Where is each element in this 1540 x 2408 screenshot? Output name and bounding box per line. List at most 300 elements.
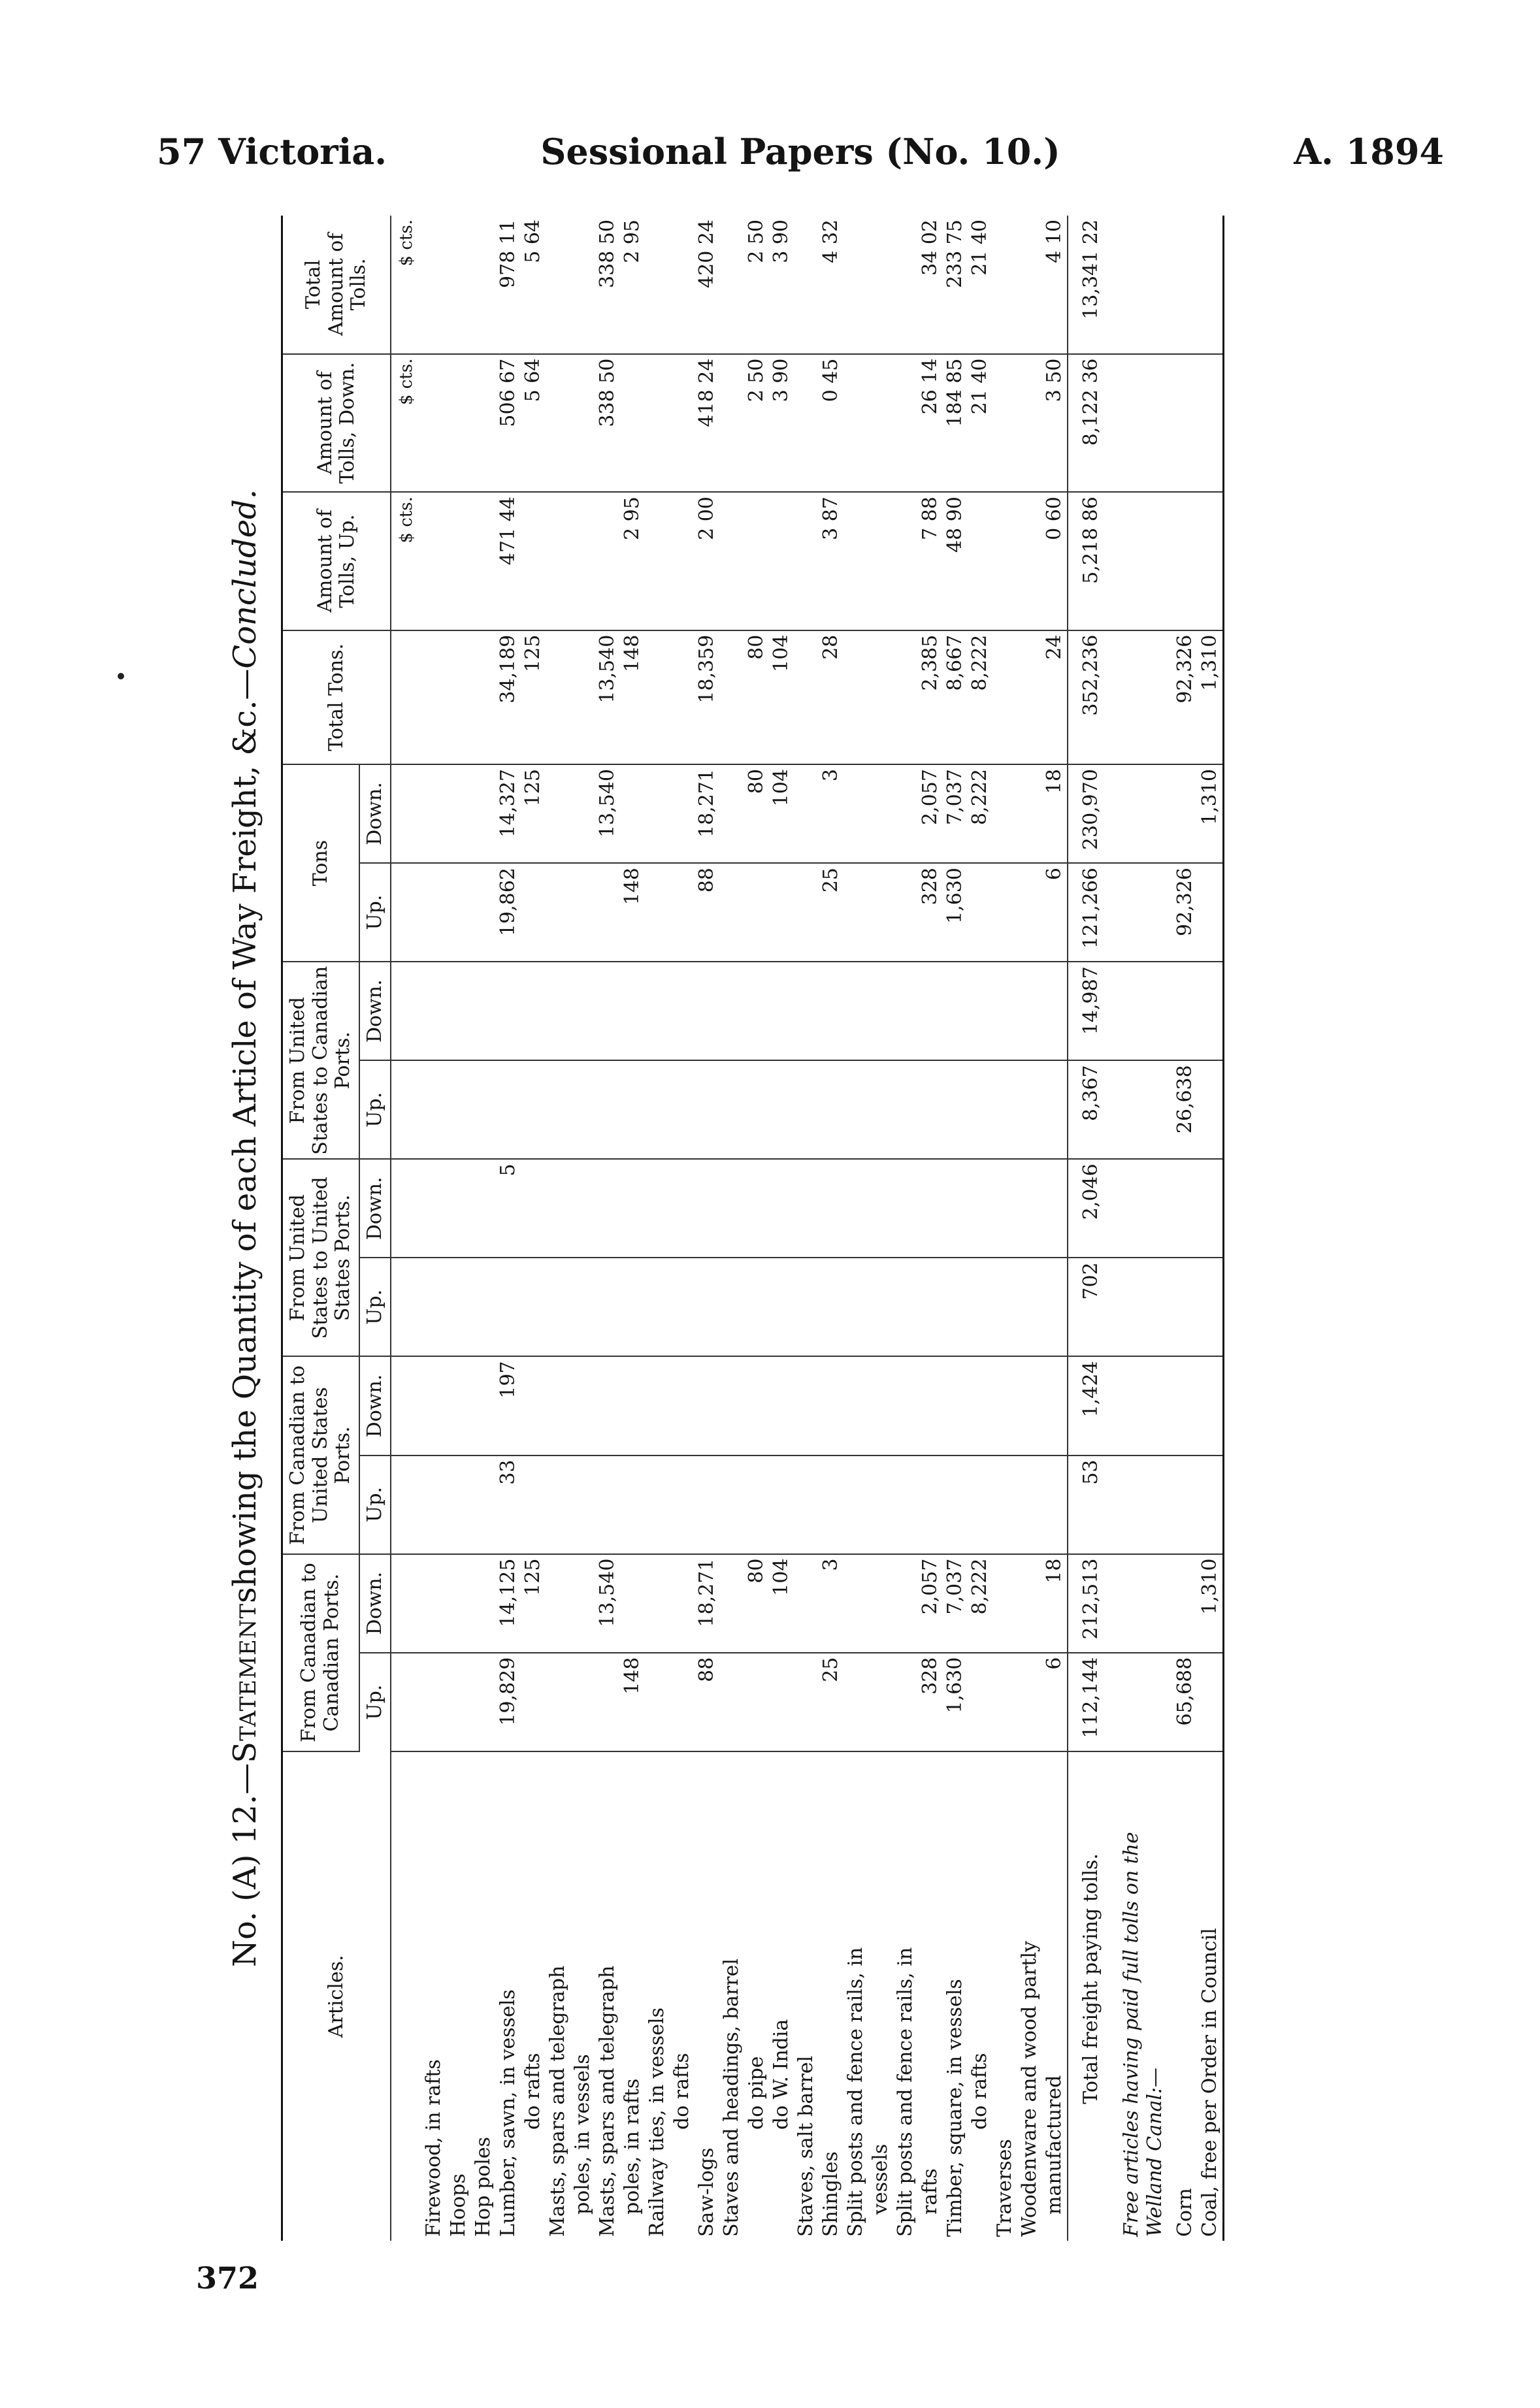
value-cell [645, 1356, 670, 1455]
sub-up: Up. [359, 1060, 391, 1159]
article-cell: rafts [919, 2168, 942, 2215]
value-cell [570, 1554, 595, 1653]
value-cell [819, 1258, 844, 1356]
value-cell: 65,688 [1173, 1653, 1198, 1751]
value-cell: 18,271 [695, 764, 719, 863]
value-cell [744, 1653, 769, 1751]
value-cell [992, 863, 1017, 962]
table-row [968, 216, 992, 2241]
value-cell [893, 1554, 918, 1653]
value-cell: 21 40 [968, 354, 992, 492]
header-total-tons: Total Tons. [282, 630, 391, 764]
value-cell [546, 1356, 570, 1455]
value-cell [1173, 1159, 1198, 1258]
table-row [521, 216, 546, 2241]
value-cell [670, 764, 695, 863]
value-cell [1042, 1356, 1068, 1455]
value-cell [645, 1159, 670, 1258]
value-cell [868, 1159, 893, 1258]
value-cell: 92,326 [1173, 863, 1198, 962]
value-cell [1017, 1554, 1042, 1653]
table-row [719, 216, 744, 2241]
value-cell [546, 1060, 570, 1159]
value-cell [844, 1060, 868, 1159]
value-cell: 34,189 [496, 630, 521, 764]
value-cell: 1,630 [943, 863, 968, 962]
way-freight-table [281, 216, 1224, 2241]
value-cell: 13,540 [595, 764, 620, 863]
value-cell: 184 85 [943, 354, 968, 492]
value-cell [595, 1258, 620, 1356]
value-cell [570, 354, 595, 492]
value-cell [1173, 354, 1198, 492]
value-cell [868, 630, 893, 764]
value-cell [893, 1159, 918, 1258]
value-cell [570, 962, 595, 1060]
value-cell [943, 1060, 968, 1159]
value-cell [521, 1653, 546, 1751]
value-cell [719, 492, 744, 630]
sub-down: Down. [359, 764, 391, 863]
value-cell [446, 1258, 471, 1356]
table-row [1173, 216, 1198, 2241]
value-cell: 5 [496, 1159, 521, 1258]
value-cell [570, 630, 595, 764]
value-cell [1198, 1159, 1224, 1258]
value-cell [844, 1258, 868, 1356]
value-cell [471, 216, 496, 354]
value-cell [670, 962, 695, 1060]
value-cell [421, 216, 446, 354]
value-cell [421, 1554, 446, 1653]
value-cell: 25 [819, 863, 844, 962]
value-cell: 2,057 [918, 1554, 943, 1653]
value-cell [521, 1060, 546, 1159]
value-cell [446, 1060, 471, 1159]
value-cell [992, 354, 1017, 492]
value-cell: 5 64 [521, 354, 546, 492]
value-cell [670, 1356, 695, 1455]
value-cell: 28 [819, 630, 844, 764]
value-cell [446, 630, 471, 764]
value-cell: 80 [744, 764, 769, 863]
value-cell [570, 1456, 595, 1554]
value-cell [670, 216, 695, 354]
value-cell [918, 1356, 943, 1455]
value-cell [744, 1456, 769, 1554]
table-row [595, 216, 620, 2241]
value-cell [992, 1159, 1017, 1258]
value-cell [421, 1456, 446, 1554]
value-cell [992, 1258, 1017, 1356]
value-cell [645, 630, 670, 764]
value-cell [1017, 630, 1042, 764]
table-row [421, 216, 446, 2241]
value-cell [794, 764, 819, 863]
value-cell [844, 1159, 868, 1258]
value-cell [546, 1653, 570, 1751]
value-cell [893, 863, 918, 962]
value-cell [1173, 492, 1198, 630]
article-cell: Staves, salt barrel [795, 2055, 817, 2237]
value-cell [744, 1356, 769, 1455]
article-cell: do rafts [968, 2053, 991, 2130]
value-cell [421, 863, 446, 962]
value-cell [670, 354, 695, 492]
header-tolls-down: Amount of Tolls, Down. [282, 354, 391, 492]
value-cell [968, 1258, 992, 1356]
value-cell [819, 1060, 844, 1159]
value-cell [446, 216, 471, 354]
value-cell: 14,125 [496, 1554, 521, 1653]
value-cell: 5 64 [521, 216, 546, 354]
value-cell [719, 863, 744, 962]
caption-statement: Statement [227, 1603, 263, 1763]
value-cell [794, 354, 819, 492]
sub-up: Up. [359, 1653, 391, 1751]
value-cell [570, 1356, 595, 1455]
value-cell [769, 1456, 794, 1554]
article-cell: vessels [869, 2143, 892, 2215]
value-cell: 19,829 [496, 1653, 521, 1751]
value-cell [670, 1653, 695, 1751]
value-cell: 3 90 [769, 216, 794, 354]
value-cell: 53 [1068, 1456, 1114, 1554]
value-cell [968, 1060, 992, 1159]
value-cell [918, 1060, 943, 1159]
value-cell: 112,144 [1068, 1653, 1114, 1751]
header-title: Sessional Papers (No. 10.) [540, 131, 1060, 172]
value-cell [670, 492, 695, 630]
article-cell: Split posts and fence rails, in [894, 1947, 917, 2237]
value-cell [1017, 1356, 1042, 1455]
article-cell: Shingles [819, 2151, 842, 2237]
value-cell [992, 962, 1017, 1060]
value-cell [868, 354, 893, 492]
value-cell [744, 1060, 769, 1159]
value-cell: 18,271 [695, 1554, 719, 1653]
value-cell [595, 1456, 620, 1554]
value-cell [794, 492, 819, 630]
value-cell [769, 1159, 794, 1258]
value-cell [918, 1258, 943, 1356]
value-cell [769, 492, 794, 630]
unit-label: $ cts. [391, 354, 421, 492]
article-cell: Total freight paying tolls. [1068, 1751, 1114, 2241]
value-cell [819, 1356, 844, 1455]
value-cell: 328 [918, 863, 943, 962]
header-year: A. 1894 [1294, 131, 1444, 172]
value-cell [1042, 962, 1068, 1060]
value-cell [844, 1653, 868, 1751]
value-cell [1173, 962, 1198, 1060]
value-cell [893, 492, 918, 630]
value-cell: 80 [744, 1554, 769, 1653]
value-cell [645, 764, 670, 863]
value-cell [794, 1356, 819, 1455]
value-cell [918, 1159, 943, 1258]
table-row [819, 216, 844, 2241]
value-cell [595, 1653, 620, 1751]
article-cell: Split posts and fence rails, in [844, 1947, 867, 2237]
value-cell [992, 630, 1017, 764]
value-cell: 21 40 [968, 216, 992, 354]
value-cell [421, 1356, 446, 1455]
value-cell: 2,057 [918, 764, 943, 863]
value-cell: 1,310 [1198, 1554, 1224, 1653]
value-cell: 26 14 [918, 354, 943, 492]
page-number: 372 [196, 2260, 259, 2296]
value-cell [645, 1456, 670, 1554]
value-cell [868, 863, 893, 962]
table-row [992, 216, 1017, 2241]
value-cell: 2,385 [918, 630, 943, 764]
value-cell [446, 492, 471, 630]
value-cell [471, 492, 496, 630]
value-cell [446, 1456, 471, 1554]
sub-down: Down. [359, 1554, 391, 1653]
value-cell [446, 1159, 471, 1258]
value-cell: 197 [496, 1356, 521, 1455]
article-cell: do pipe [745, 2056, 768, 2130]
value-cell [943, 1159, 968, 1258]
value-cell: 8,222 [968, 764, 992, 863]
value-cell [670, 863, 695, 962]
value-cell [769, 1258, 794, 1356]
value-cell: 92,326 [1173, 630, 1198, 764]
value-cell [570, 1060, 595, 1159]
value-cell: 230,970 [1068, 764, 1114, 863]
value-cell [421, 764, 446, 863]
value-cell: 420 24 [695, 216, 719, 354]
value-cell [918, 962, 943, 1060]
value-cell: 4 32 [819, 216, 844, 354]
value-cell [893, 962, 918, 1060]
table-body [391, 216, 1224, 2241]
value-cell [968, 1653, 992, 1751]
value-cell: 418 24 [695, 354, 719, 492]
sub-down: Down. [359, 1356, 391, 1455]
value-cell [595, 1356, 620, 1455]
value-cell [719, 1356, 744, 1455]
table-row [794, 216, 819, 2241]
value-cell [521, 1356, 546, 1455]
table-row [620, 216, 645, 2241]
caption-rest: showing the Quantity of each Article of Way Freight, &c.— [227, 668, 263, 1603]
value-cell: 2 95 [620, 216, 645, 354]
value-cell: 13,341 22 [1068, 216, 1114, 354]
value-cell [893, 1456, 918, 1554]
value-cell [844, 492, 868, 630]
table-row [893, 216, 918, 2241]
value-cell [794, 1159, 819, 1258]
value-cell: 328 [918, 1653, 943, 1751]
header-session: 57 Victoria. [157, 131, 387, 172]
value-cell [794, 863, 819, 962]
table-row [546, 216, 570, 2241]
value-cell: 1,630 [943, 1653, 968, 1751]
value-cell [1198, 1060, 1224, 1159]
value-cell [1017, 1159, 1042, 1258]
value-cell [844, 1554, 868, 1653]
value-cell [868, 1456, 893, 1554]
article-cell: do rafts [521, 2053, 544, 2130]
value-cell: 14,327 [496, 764, 521, 863]
value-cell [844, 1456, 868, 1554]
value-cell [968, 1356, 992, 1455]
value-cell [794, 962, 819, 1060]
article-cell: Masts, spars and telegraph [546, 1965, 569, 2237]
value-cell [893, 1653, 918, 1751]
caption-concluded: Concluded. [227, 489, 263, 669]
value-cell [521, 962, 546, 1060]
value-cell [844, 764, 868, 863]
value-cell: 18 [1042, 764, 1068, 863]
value-cell: 24 [1042, 630, 1068, 764]
value-cell [992, 764, 1017, 863]
value-cell [471, 630, 496, 764]
value-cell [496, 962, 521, 1060]
sub-down: Down. [359, 1159, 391, 1258]
value-cell [868, 492, 893, 630]
table-caption [209, 216, 281, 2241]
value-cell: 121,266 [1068, 863, 1114, 962]
value-cell [719, 1456, 744, 1554]
value-cell: 13,540 [595, 1554, 620, 1653]
value-cell: 702 [1068, 1258, 1114, 1356]
value-cell [521, 492, 546, 630]
value-cell [670, 1258, 695, 1356]
value-cell [844, 962, 868, 1060]
value-cell [446, 354, 471, 492]
free-articles-heading: Free articles having paid full tolls on the Welland Canal:— [1120, 1832, 1166, 2237]
value-cell: 104 [769, 764, 794, 863]
value-cell [719, 630, 744, 764]
value-cell: 3 [819, 1554, 844, 1653]
value-cell [471, 1159, 496, 1258]
value-cell [570, 764, 595, 863]
table-row [471, 216, 496, 2241]
table-row [496, 216, 521, 2241]
value-cell [943, 1456, 968, 1554]
value-cell: 80 [744, 630, 769, 764]
value-cell [695, 1159, 719, 1258]
value-cell [546, 962, 570, 1060]
value-cell [645, 1554, 670, 1653]
value-cell [868, 1258, 893, 1356]
value-cell [744, 863, 769, 962]
table-row [943, 216, 968, 2241]
value-cell: 14,987 [1068, 962, 1114, 1060]
value-cell [968, 492, 992, 630]
value-cell [521, 1159, 546, 1258]
value-cell: 1,310 [1198, 764, 1224, 863]
value-cell [471, 1060, 496, 1159]
value-cell [868, 216, 893, 354]
value-cell [868, 1653, 893, 1751]
value-cell: 4 10 [1042, 216, 1068, 354]
table-row [1042, 216, 1068, 2241]
value-cell: 8,667 [943, 630, 968, 764]
value-cell [769, 863, 794, 962]
article-cell: Saw-logs [695, 2147, 718, 2237]
table-row [744, 216, 769, 2241]
value-cell: 125 [521, 1554, 546, 1653]
value-cell: 33 [496, 1456, 521, 1554]
value-cell [521, 863, 546, 962]
header-articles: Articles. [282, 1751, 391, 2241]
value-cell [695, 1258, 719, 1356]
value-cell [645, 492, 670, 630]
value-cell: 2 50 [744, 354, 769, 492]
value-cell [844, 354, 868, 492]
value-cell [769, 1653, 794, 1751]
value-cell [620, 764, 645, 863]
value-cell [421, 630, 446, 764]
table-row [670, 216, 695, 2241]
value-cell: 88 [695, 863, 719, 962]
value-cell: 13,540 [595, 630, 620, 764]
value-cell: 5,218 86 [1068, 492, 1114, 630]
value-cell: 104 [769, 630, 794, 764]
value-cell: 18 [1042, 1554, 1068, 1653]
value-cell [645, 1258, 670, 1356]
value-cell [446, 1554, 471, 1653]
value-cell [893, 1060, 918, 1159]
value-cell [421, 1060, 446, 1159]
free-articles-heading-row [1114, 216, 1173, 2241]
value-cell [620, 1356, 645, 1455]
value-cell [645, 962, 670, 1060]
article-cell: Corn [1173, 2188, 1196, 2237]
value-cell [570, 1258, 595, 1356]
value-cell [496, 1258, 521, 1356]
value-cell [719, 1554, 744, 1653]
value-cell [744, 1159, 769, 1258]
value-cell [769, 962, 794, 1060]
article-cell: Staves and headings, barrel [720, 1959, 743, 2237]
value-cell [546, 630, 570, 764]
value-cell [1198, 962, 1224, 1060]
value-cell [546, 1258, 570, 1356]
header-canadian-to-canadian: From Canadian to Canadian Ports. [282, 1554, 359, 1751]
value-cell: 3 50 [1042, 354, 1068, 492]
table-row [570, 216, 595, 2241]
table-row [695, 216, 719, 2241]
value-cell [595, 1060, 620, 1159]
value-cell [893, 630, 918, 764]
article-cell: Traverses [993, 2139, 1016, 2237]
value-cell: 7,037 [943, 764, 968, 863]
value-cell: 48 90 [943, 492, 968, 630]
value-cell [546, 1554, 570, 1653]
article-cell: do rafts [670, 2053, 693, 2130]
value-cell [1042, 1456, 1068, 1554]
value-cell [546, 1456, 570, 1554]
value-cell [719, 216, 744, 354]
page-header [157, 131, 1444, 203]
value-cell [868, 1554, 893, 1653]
value-cell: 88 [695, 1653, 719, 1751]
value-cell [421, 1653, 446, 1751]
value-cell [719, 1060, 744, 1159]
value-cell [620, 1258, 645, 1356]
value-cell: 7,037 [943, 1554, 968, 1653]
value-cell [1173, 1554, 1198, 1653]
value-cell [1198, 1653, 1224, 1751]
value-cell [1198, 354, 1224, 492]
value-cell [546, 1159, 570, 1258]
